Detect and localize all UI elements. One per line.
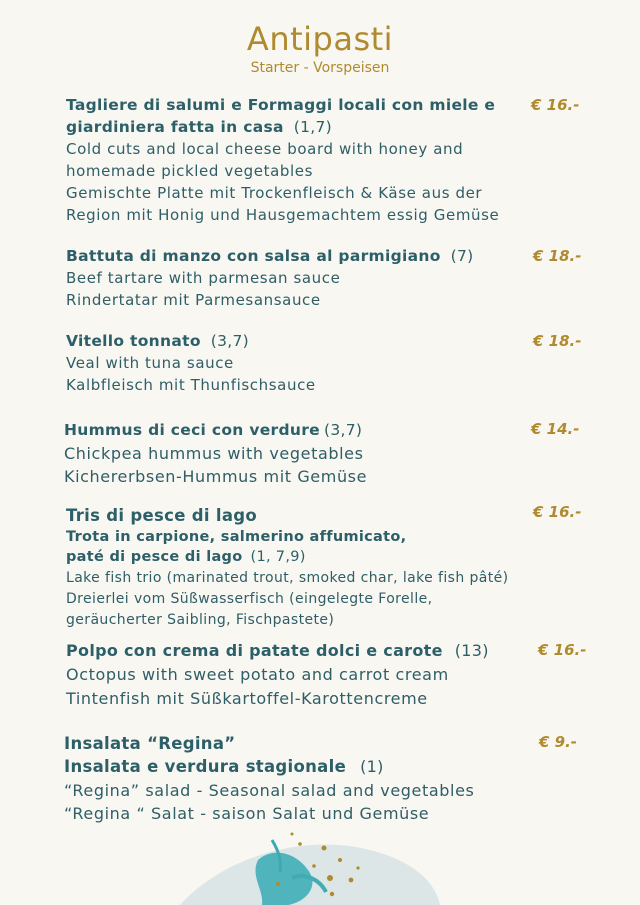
item-price: € 9.-: [539, 733, 578, 751]
item-name-line: paté di pesce di lago (1, 7,9): [66, 549, 306, 565]
menu-item-hummus: [64, 419, 534, 488]
item-desc-line: Tintenfish mit Süßkartoffel-Karottencreme: [66, 689, 428, 708]
item-desc-line: Dreierlei vom Süßwasserfisch (eingelegte Forelle,: [66, 591, 433, 607]
item-desc-line: “Regina “ Salat - saison Salat und Gemüse: [64, 804, 430, 823]
item-name-line: giardiniera fatta in casa (1,7): [66, 118, 332, 136]
item-desc-line: “Regina” salad - Seasonal salad and vegetables: [64, 781, 475, 800]
item-name-line: Vitello tonnato (3,7): [66, 332, 250, 350]
item-price: € 18.-: [533, 247, 582, 265]
item-name-line: Insalata e verdura stagionale (1): [64, 757, 384, 776]
item-name-line: Insalata “Regina”: [64, 734, 236, 753]
item-desc-line: Chickpea hummus with vegetables: [64, 444, 364, 463]
item-desc-line: geräucherter Saibling, Fischpastete): [66, 612, 335, 628]
menu-item-tagliere: [66, 94, 536, 226]
decorative-splash: [180, 820, 440, 905]
item-desc-line: Gemischte Platte mit Trockenfleisch & Käse aus der: [66, 184, 483, 202]
item-allergens: (1): [360, 757, 384, 776]
item-price: € 18.-: [533, 332, 582, 350]
item-allergens: (3,7): [323, 421, 363, 439]
item-desc-line: homemade pickled vegetables: [66, 162, 314, 180]
menu-header: [0, 20, 640, 76]
item-price: € 14.-: [531, 420, 580, 438]
item-name-line: Trota in carpione, salmerino affumicato,: [66, 529, 407, 545]
item-allergens: (13): [454, 641, 489, 660]
item-allergens: (3,7): [210, 332, 250, 350]
item-price: € 16.-: [531, 96, 580, 114]
item-desc-line: Rindertatar mit Parmesansauce: [66, 291, 321, 309]
menu-item-polpo: [66, 639, 536, 711]
item-desc-line: Region mit Honig und Hausgemachtem essig Gemüse: [66, 206, 500, 224]
item-allergens: (7): [450, 247, 474, 265]
item-desc-line: Kichererbsen-Hummus mit Gemüse: [64, 467, 368, 486]
item-name-line: Tris di pesce di lago: [66, 506, 257, 525]
item-desc-line: Lake fish trio (marinated trout, smoked char, lake fish pâté): [66, 570, 509, 586]
item-price: € 16.-: [533, 503, 582, 521]
item-desc-line: Kalbfleisch mit Thunfischsauce: [66, 376, 316, 394]
item-allergens: (1,7): [293, 118, 332, 136]
menu-item-tris: [66, 505, 546, 631]
menu-item-insalata: [64, 732, 534, 825]
menu-title: Antipasti: [246, 20, 394, 58]
menu-subtitle: Starter - Vorspeisen: [250, 60, 390, 76]
item-desc-line: Octopus with sweet potato and carrot cream: [66, 665, 449, 684]
item-allergens: (1, 7,9): [250, 549, 306, 565]
item-desc-line: Veal with tuna sauce: [66, 354, 234, 372]
item-name-line: Polpo con crema di patate dolci e carote (13): [66, 641, 489, 660]
item-name-line: Hummus di ceci con verdure (3,7): [64, 421, 363, 439]
item-name-line: Tagliere di salumi e Formaggi locali con miele e: [66, 96, 496, 114]
menu-item-battuta: [66, 245, 536, 311]
item-desc-line: Cold cuts and local cheese board with honey and: [66, 140, 464, 158]
item-name-line: Battuta di manzo con salsa al parmigiano (7): [66, 247, 474, 265]
menu-item-vitello: [66, 330, 536, 396]
item-desc-line: Beef tartare with parmesan sauce: [66, 269, 341, 287]
item-price: € 16.-: [538, 641, 587, 659]
